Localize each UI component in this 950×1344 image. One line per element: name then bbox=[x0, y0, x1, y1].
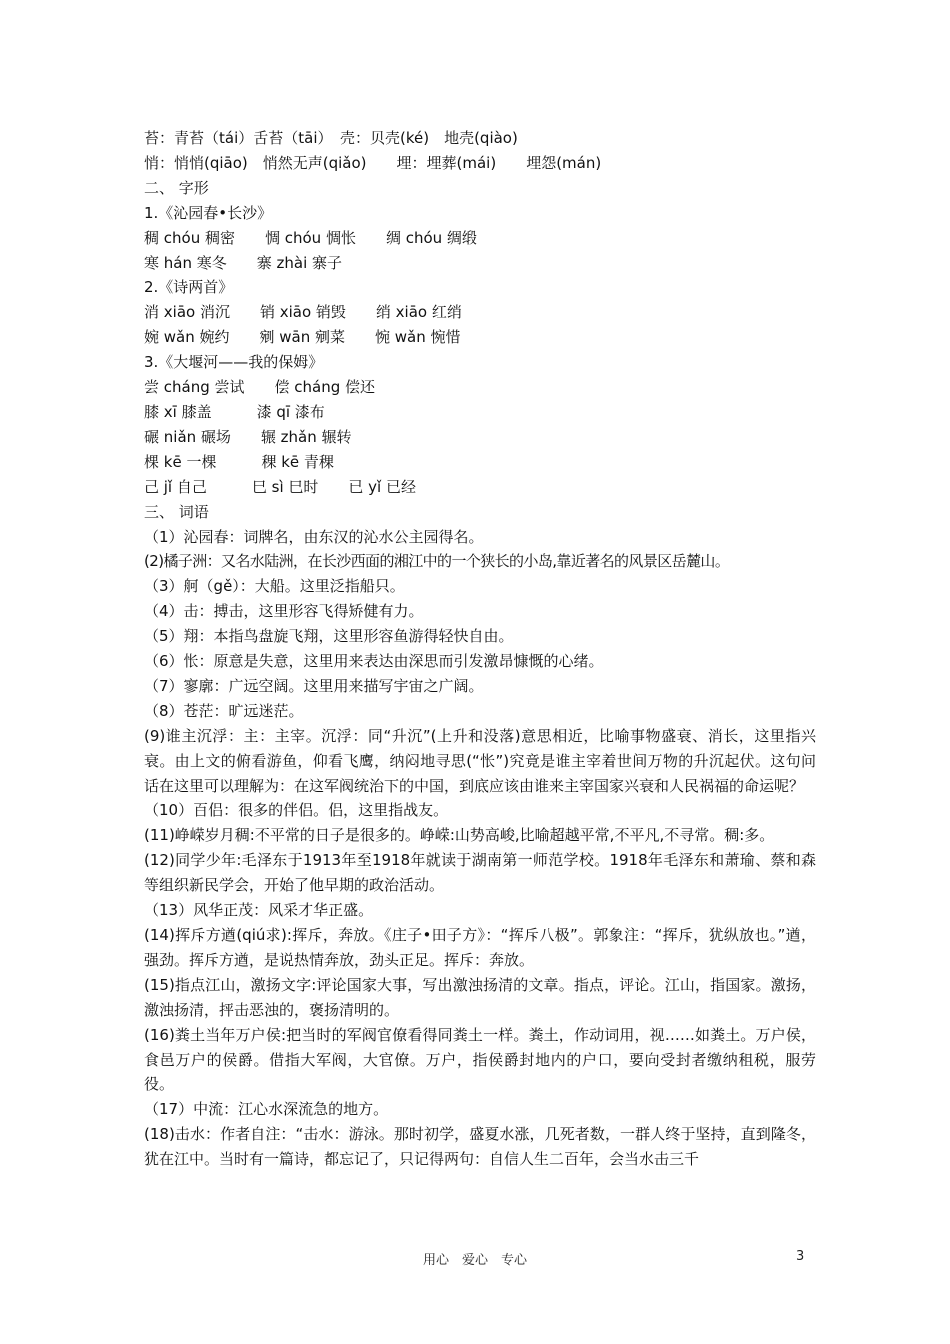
text-line: 碾 niǎn 碾场 辗 zhǎn 辗转 bbox=[144, 427, 352, 446]
glossary-item: （8）苍茫：旷远迷茫。 bbox=[144, 701, 304, 720]
glossary-item: （5）翔：本指鸟盘旋飞翔，这里形容鱼游得轻快自由。 bbox=[144, 627, 514, 646]
subsection-heading: 2.《诗两首》 bbox=[144, 278, 234, 297]
glossary-item: （1）沁园春：词牌名，由东汉的沁水公主园得名。 bbox=[144, 527, 484, 546]
subsection-heading: 1.《沁园春•长沙》 bbox=[144, 203, 273, 222]
glossary-item: （7）寥廓：广远空阔。这里用来描写宇宙之广阔。 bbox=[144, 676, 484, 695]
text-line: 尝 cháng 尝试 偿 cháng 偿还 bbox=[144, 378, 376, 397]
glossary-item: (18)击水：作者自注：“击水：游泳。那时初学，盛夏水涨，几死者数，一群人终于坚持，直到隆冬，犹在江中。当时有一篇诗，都忘记了，只记得两句：自信人生二百年，会当水击三千 bbox=[144, 1125, 816, 1169]
glossary-item: （6）怅：原意是失意，这里用来表达由深思而引发激昂慷慨的心绪。 bbox=[144, 652, 604, 671]
glossary-item: (15)指点江山，激扬文字:评论国家大事，写出激浊扬清的文章。指点，评论。江山，指国家。激扬，激浊扬清，抨击恶浊的，褒扬清明的。 bbox=[144, 975, 816, 1019]
glossary-item: （3）舸（gě）：大船。这里泛指船只。 bbox=[144, 577, 405, 596]
text-line: 己 jǐ 自己 巳 sì 巳时 已 yǐ 已经 bbox=[144, 477, 416, 496]
text-line: 悄：悄悄(qiāo) 悄然无声(qiǎo) 埋：埋葬(mái) 埋怨(mán) bbox=[144, 153, 602, 172]
glossary-item: (9)谁主沉浮：主：主宰。沉浮：同“升沉”(上升和没落)意思相近，比喻事物盛衰、消长，这里指兴衰。由上文的俯看游鱼，仰看飞鹰，纳闷地寻思(“怅”)究竟是谁主宰着世间万物的升沉起伏。这句问话在这里可以理解为：在这军阀统治下的中国，到底应该由谁来主宰国家兴衰和人民祸福的命运呢？ bbox=[144, 726, 816, 795]
glossary-item: (11)峥嵘岁月稠:不平常的日子是很多的。峥嵘:山势高峻,比喻超越平常,不平凡,不寻常。稠:多。 bbox=[144, 826, 775, 845]
glossary-item: (16)粪土当年万户侯:把当时的军阀官僚看得同粪土一样。粪土，作动词用，视……如粪土。万户侯，食邑万户的侯爵。借指大军阀，大官僚。万户，指侯爵封地内的户口，要向受封者缴纳租税，服劳役。 bbox=[144, 1025, 816, 1094]
glossary-item: (2)橘子洲：又名水陆洲，在长沙西面的湘江中的一个狭长的小岛,靠近著名的风景区岳麓山。 bbox=[144, 552, 730, 571]
text-line: 消 xiāo 消沉 销 xiāo 销毁 绡 xiāo 红绡 bbox=[144, 303, 462, 322]
section-heading: 三、 词语 bbox=[144, 502, 209, 521]
text-line: 婉 wǎn 婉约 剜 wān 剜菜 惋 wǎn 惋惜 bbox=[144, 328, 461, 347]
glossary-item: （17）中流：江心水深流急的地方。 bbox=[144, 1100, 389, 1119]
glossary-item: (12)同学少年:毛泽东于1913年至1918年就读于湖南第一师范学校。1918年毛泽东和萧瑜、蔡和森等组织新民学会，开始了他早期的政治活动。 bbox=[144, 851, 816, 895]
glossary-item: （13）风华正茂：风采才华正盛。 bbox=[144, 901, 374, 920]
text-line: 棵 kē 一棵 稞 kē 青稞 bbox=[144, 452, 334, 471]
glossary-item: （10）百侣：很多的伴侣。侣，这里指战友。 bbox=[144, 801, 449, 820]
section-heading: 二、 字形 bbox=[144, 178, 209, 197]
text-line: 苔：青苔（tái）舌苔（tāi） 壳：贝壳(ké) 地壳(qiào) bbox=[144, 129, 518, 147]
glossary-item: （4）击：搏击，这里形容飞得矫健有力。 bbox=[144, 602, 424, 621]
subsection-heading: 3.《大堰河——我的保姆》 bbox=[144, 353, 324, 372]
page-number: 3 bbox=[796, 1249, 805, 1264]
text-line: 膝 xī 膝盖 漆 qī 漆布 bbox=[144, 402, 325, 421]
text-line: 寒 hán 寒冬 寨 zhài 寨子 bbox=[144, 253, 343, 272]
glossary-item: (14)挥斥方遒(qiú求):挥斥，奔放。《庄子•田子方》：“挥斥八极”。郭象注：“挥斥，犹纵放也。”遒，强劲。挥斥方遒，是说热情奔放，劲头正足。挥斥：奔放。 bbox=[144, 926, 816, 969]
page-footer: 用心 爱心 专心 bbox=[422, 1253, 527, 1268]
text-line: 稠 chóu 稠密 惆 chóu 惆怅 绸 chóu 绸缎 bbox=[144, 228, 477, 247]
page-body bbox=[144, 126, 816, 1172]
